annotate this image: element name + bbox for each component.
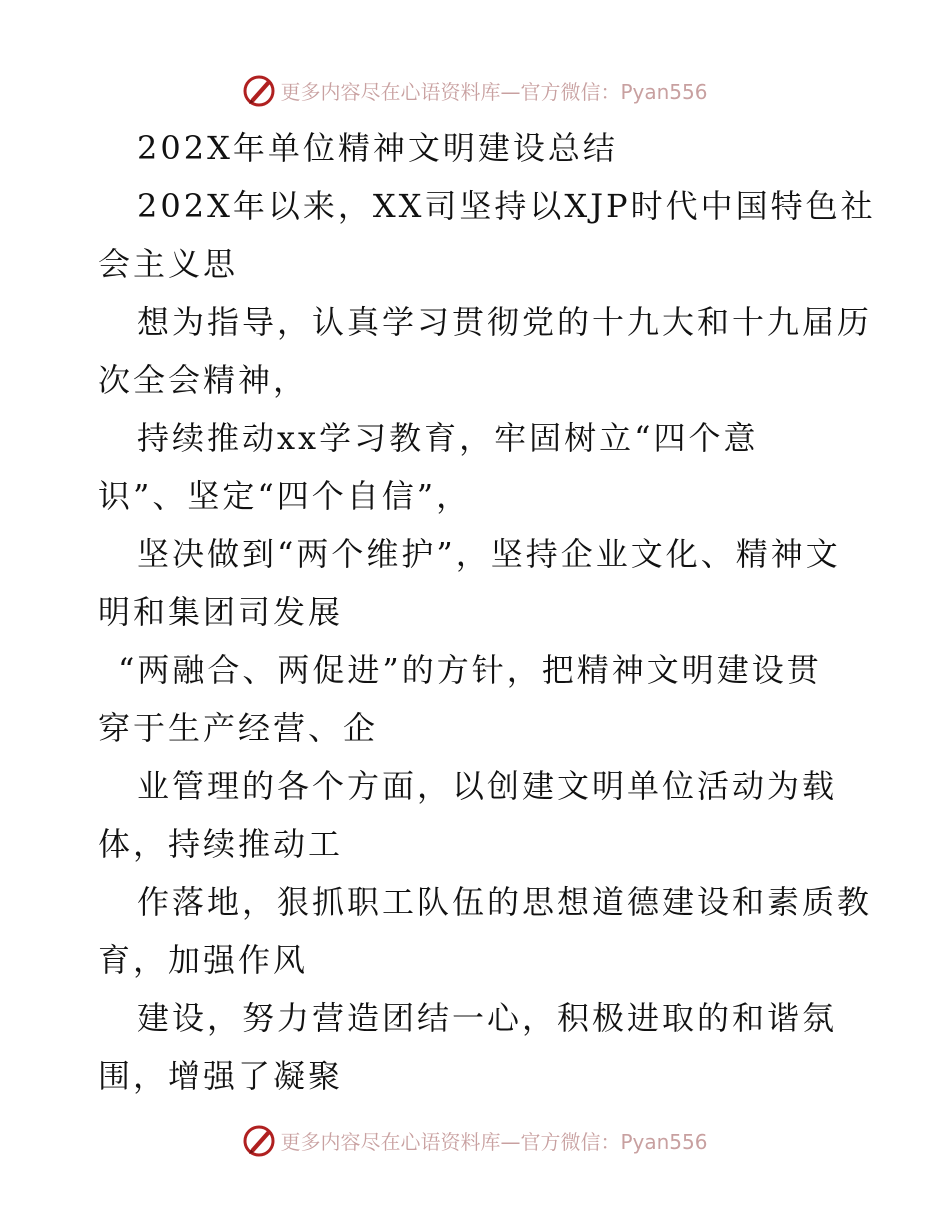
paragraph-line: 明和集团司发展 <box>98 593 344 631</box>
paragraph-line: 坚决做到“两个维护”，坚持企业文化、精神文 <box>137 535 841 573</box>
paragraph-line: 次全会精神， <box>98 361 309 399</box>
header-banner <box>0 70 950 110</box>
pen-logo-icon <box>242 1123 276 1157</box>
paragraph-line: 业管理的各个方面，以创建文明单位活动为载 <box>137 767 838 805</box>
paragraph-line: “两融合、两促进”的方针，把精神文明建设贯 <box>118 651 822 689</box>
paragraph-line: 建设，努力营造团结一心，积极进取的和谐氛 <box>137 999 838 1037</box>
paragraph-line: 持续推动xx学习教育，牢固树立“四个意 <box>137 419 759 457</box>
paragraph-line: 识”、坚定“四个自信”， <box>98 477 472 515</box>
banner-text: 更多内容尽在心语资料库—官方微信：Pyan556 <box>280 1129 708 1154</box>
footer-banner <box>0 1120 950 1160</box>
paragraph-line: 会主义思 <box>98 245 239 283</box>
paragraph-line: 育，加强作风 <box>98 941 309 979</box>
paragraph-line: 穿于生产经营、企 <box>98 709 379 747</box>
document-title: 202X年单位精神文明建设总结 <box>137 129 618 167</box>
paragraph-line: 体，持续推动工 <box>98 825 344 863</box>
paragraph-line: 想为指导，认真学习贯彻党的十九大和十九届历 <box>137 303 873 341</box>
pen-logo-icon <box>242 73 276 107</box>
paragraph-line: 围，增强了凝聚 <box>98 1057 344 1095</box>
paragraph-line: 作落地，狠抓职工队伍的思想道德建设和素质教 <box>137 883 873 921</box>
paragraph-line: 202X年以来，XX司坚持以XJP时代中国特色社 <box>137 187 876 225</box>
banner-text: 更多内容尽在心语资料库—官方微信：Pyan556 <box>280 79 708 104</box>
